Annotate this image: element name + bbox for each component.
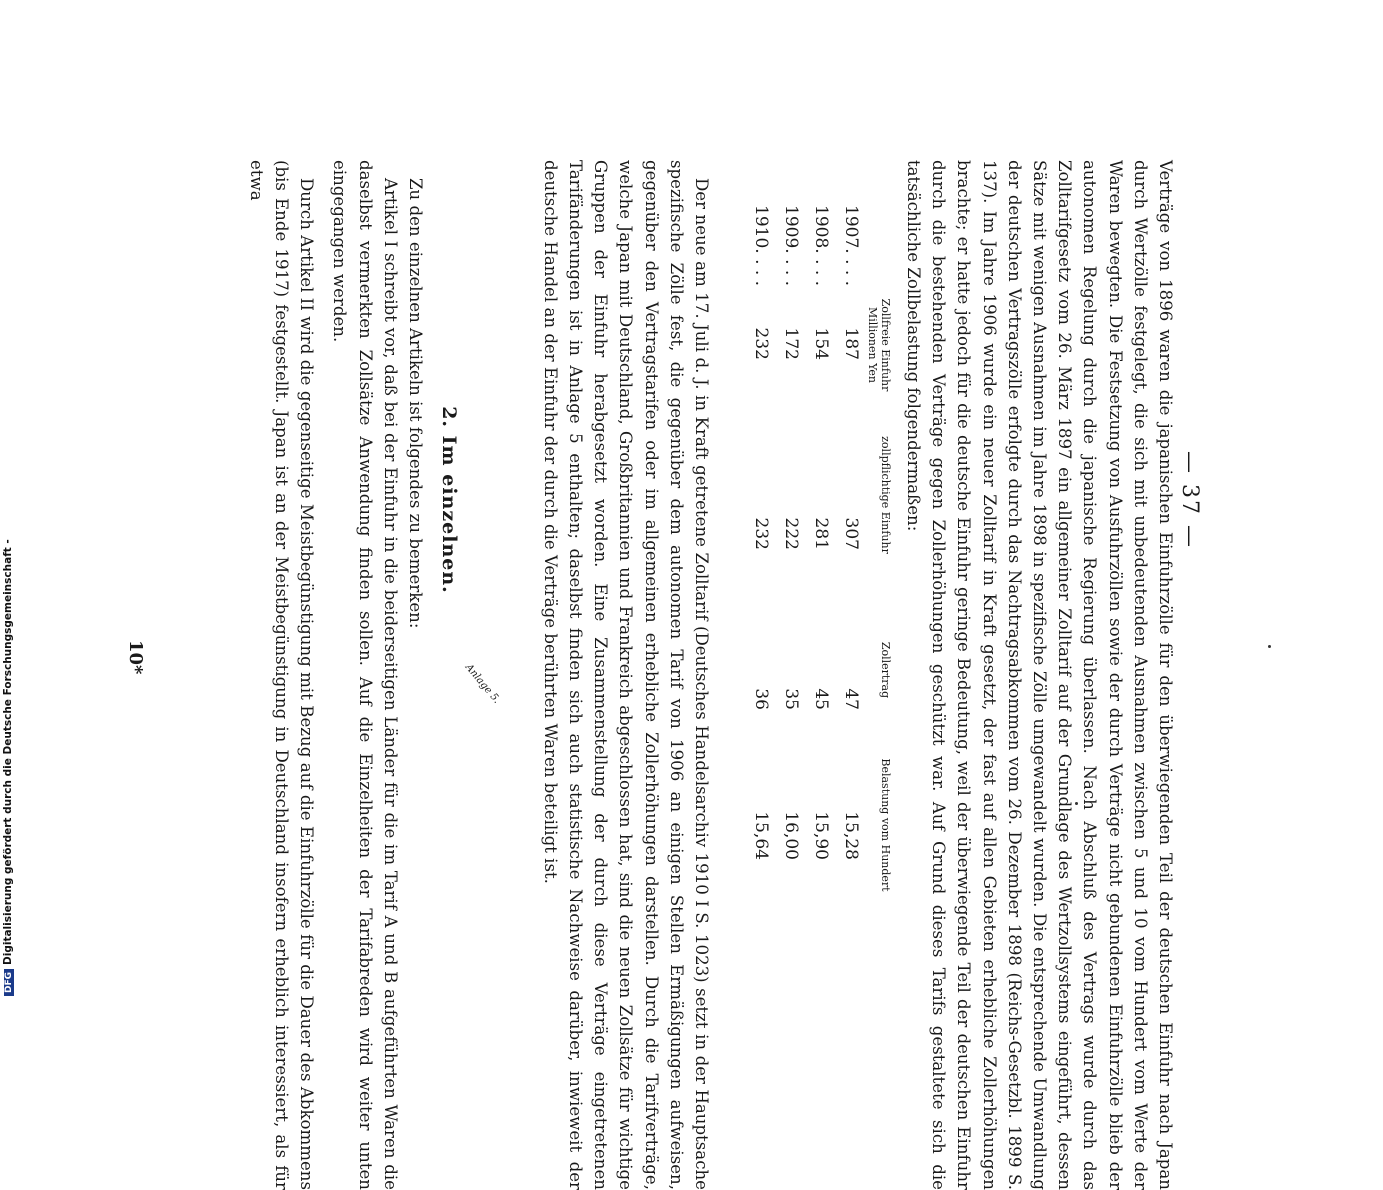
table-header bbox=[866, 205, 892, 925]
table-cell: 45 bbox=[811, 688, 831, 710]
table-cell: 15,64 bbox=[751, 811, 771, 860]
digitization-text: Digitalisierung gefördert durch die Deutsche Forschungsgemeinschaft - bbox=[2, 539, 14, 965]
table-cell: 36 bbox=[751, 688, 771, 710]
table-row bbox=[776, 205, 806, 925]
table-cell: 1910. . . . bbox=[751, 205, 771, 287]
margin-note: Anlage 5. bbox=[462, 662, 503, 706]
table-cell: 47 bbox=[841, 688, 861, 710]
table-cell: 16,00 bbox=[781, 811, 801, 860]
section-heading: 2. Im einzelnen. bbox=[438, 406, 460, 594]
table-cell: 187 bbox=[841, 327, 861, 360]
table-cell: 232 bbox=[751, 517, 771, 550]
table-row bbox=[806, 205, 836, 925]
rotated-page bbox=[125, 10, 1208, 1190]
table-cell: 232 bbox=[751, 327, 771, 360]
table-header-cell: Belastung vom Hundert bbox=[879, 758, 892, 892]
table-cell: 1907. . . . bbox=[841, 205, 861, 287]
table-header-cell: Zollfreie Einfuhr Millionen Yen bbox=[866, 298, 892, 392]
paragraph-4: Artikel I schreibt vor, daß bei der Einfuhr in die beiderseitigen Länder für die im Tarif A und B aufgeführten Waren die daselbst vermerkten Zollsätze Anwendung finden sollen. Auf die Einzelheiten der Tarifabreden wird weiter unten eingegangen werden. bbox=[330, 160, 400, 1190]
paragraph-tariff bbox=[538, 160, 714, 1190]
table-header-cell: zollpflichtige Einfuhr bbox=[879, 436, 892, 554]
table-cell: 154 bbox=[811, 327, 831, 360]
table-cell: 172 bbox=[781, 327, 801, 360]
table-row bbox=[836, 205, 866, 925]
table-cell: 15,28 bbox=[841, 811, 861, 860]
table-row bbox=[746, 205, 776, 925]
table-cell: 222 bbox=[781, 517, 801, 550]
table-header-cell bbox=[866, 205, 892, 290]
table-cell: 35 bbox=[781, 688, 801, 710]
table-cell: 1908. . . . bbox=[811, 205, 831, 287]
digitization-footer bbox=[2, 539, 14, 996]
paragraph-3: Zu den einzelnen Artikeln ist folgendes zu bemerken: bbox=[406, 178, 425, 629]
dfg-logo-icon: DFG bbox=[4, 969, 14, 996]
table-cell: 15,90 bbox=[811, 811, 831, 860]
table-cell: 307 bbox=[841, 517, 861, 550]
paragraph-1: Verträge von 1896 waren die japanischen Einfuhrzölle für den überwiegenden Teil der deutschen Einfuhr nach Japan durch Wertzölle festgelegt, die sich mit unbedeutenden Ausnahmen zwischen 5 und 10 vom Hundert vom Werte der Waren bewegten. Die Festsetzung von Ausfuhrzöllen sowie der durch Verträge nicht gebundenen Einfuhrzölle blieb der autonomen Regelung durch die japanische Regierung überlassen. Nach Abschluß des Vertrags wurde durch das Zolltarifgesetz vom 26. März 1897 ein allgemeiner Zolltarif auf der Grundlage des Wertzollsystems eingeführt, dessen Sätze mit wenigen Ausnahmen im Jahre 1898 in spezifische Zölle umgewandelt wurden. Die entsprechende Umwandlung der deutschen Vertragszölle erfolgte durch das Nachtragsabkommen vom 26. Dezember 1898 (Reichs-Gesetzbl. 1899 S. 137). Im Jahre 1906 wurde ein neuer Zolltarif in Kraft gesetzt, der fast auf allen Gebieten erhebliche Zollerhöhungen brachte; er hatte jedoch für die deutsche Einfuhr geringe Bedeutung, weil der überwiegende Teil der deutschen Einfuhr durch die bestehenden Verträge gegen Zollerhöhungen geschützt war. Auf Grund dieses Tarifs gestaltete sich die tatsächliche Zollbelastung folgendermaßen: bbox=[903, 160, 1175, 1190]
paragraph-2: Der neue am 17. Juli d. J. in Kraft getretene Zolltarif (Deutsches Handelsarchiv 1910 I S. 1023) setzt in der Hauptsache spezifische Zölle fest, die gegenüber dem autonomen Tarif von 1906 an einigen Stellen Ermäßigungen aufweisen, gegenüber den Vertragstarifen oder im allgemeinen erhebliche Zollerhöhungen darstellen. Durch die Tarifverträge, welche Japan mit Deutschland, Großbritannien und Frankreich abgeschlossen hat, sind die neuen Zollsätze für wichtige Gruppen der Einfuhr herabgesetzt worden. Eine Zusammenstellung der durch diese Verträge eingetretenen Tarifänderungen ist in Anlage 5 enthalten; daselbst finden sich auch statistische Nachweise darüber, inwieweit der deutsche Handel an der Einfuhr der durch die Verträge berührten Waren beteiligt ist. bbox=[540, 160, 711, 1190]
paragraph-intro bbox=[901, 160, 1178, 1190]
table-cell: 1909. . . . bbox=[781, 205, 801, 287]
paragraph-5: Durch Artikel II wird die gegenseitige Meistbegünstigung mit Bezug auf die Einfuhrzölle für die Dauer des Abkommens (bis Ende 1917) festgestellt. Japan ist an der Meistbegünstigung in Deutschland insofern erheblich interessiert, als für etwa bbox=[246, 160, 317, 1190]
speck bbox=[1075, 802, 1078, 805]
signature-mark: 10* bbox=[125, 640, 146, 675]
table-header-cell: Zollertrag bbox=[879, 641, 892, 699]
duty-table bbox=[746, 205, 892, 925]
page-number: — 37 — bbox=[1177, 451, 1202, 549]
table-cell: 281 bbox=[811, 517, 831, 550]
speck bbox=[1268, 645, 1271, 648]
paragraph-articles bbox=[244, 160, 428, 1190]
